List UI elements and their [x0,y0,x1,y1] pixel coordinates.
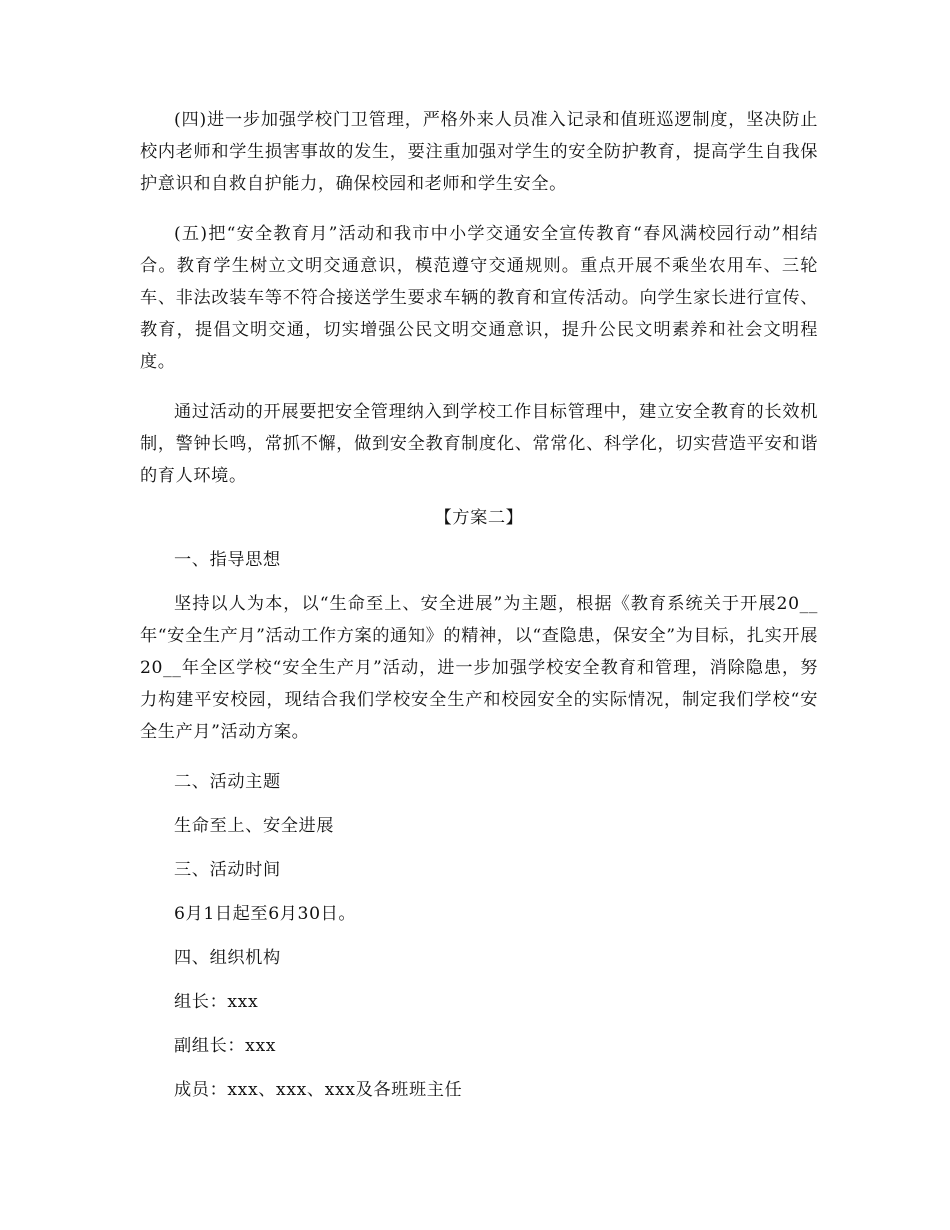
leader-line: 组长：xxx [174,992,259,1012]
org-heading: 四、组织机构 [174,948,281,968]
document-body [140,104,818,1118]
theme-heading: 二、活动主题 [174,772,281,792]
members-line: 成员：xxx、xxx、xxx及各班班主任 [174,1080,463,1100]
paragraph-summary: 通过活动的开展要把安全管理纳入到学校工作目标管理中，建立安全教育的长效机制，警钟长鸣，常抓不懈，做到安全教育制度化、常常化、科学化，切实营造平安和谐的育人环境。 [140,402,818,486]
time-heading: 三、活动时间 [174,860,281,880]
guiding-heading: 一、指导思想 [174,550,281,570]
paragraph-gate-management: (四)进一步加强学校门卫管理，严格外来人员准入记录和值班巡逻制度，坚决防止校内老师和学生损害事故的发生，要注重加强对学生的安全防护教育，提高学生自我保护意识和自救自护能力，确保校园和老师和学生安全。 [140,110,818,194]
guiding-text: 坚持以人为本，以“生命至上、安全进展”为主题，根据《教育系统关于开展20__年“安全生产月”活动工作方案的通知》的精神，以“查隐患，保安全”为目标，扎实开展20__年全区学校“安全生产月”活动，进一步加强学校安全教育和管理，消除隐患，努力构建平安校园，现结合我们学校安全生产和校园安全的实际情况，制定我们学校“安全生产月”活动方案。 [140,594,818,742]
time-text: 6月1日起至6月30日。 [174,904,357,924]
theme-text: 生命至上、安全进展 [174,816,335,836]
section-title: 【方案二】 [434,508,524,528]
deputy-leader-line: 副组长：xxx [174,1036,277,1056]
paragraph-traffic-safety: (五)把“安全教育月”活动和我市中小学交通安全宣传教育“春风满校园行动”相结合。教育学生树立文明交通意识，模范遵守交通规则。重点开展不乘坐农用车、三轮车、非法改装车等不符合接送学生要求车辆的教育和宣传活动。向学生家长进行宣传、教育，提倡文明交通，切实增强公民文明交通意识，提升公民文明素养和社会文明程度。 [140,224,818,372]
